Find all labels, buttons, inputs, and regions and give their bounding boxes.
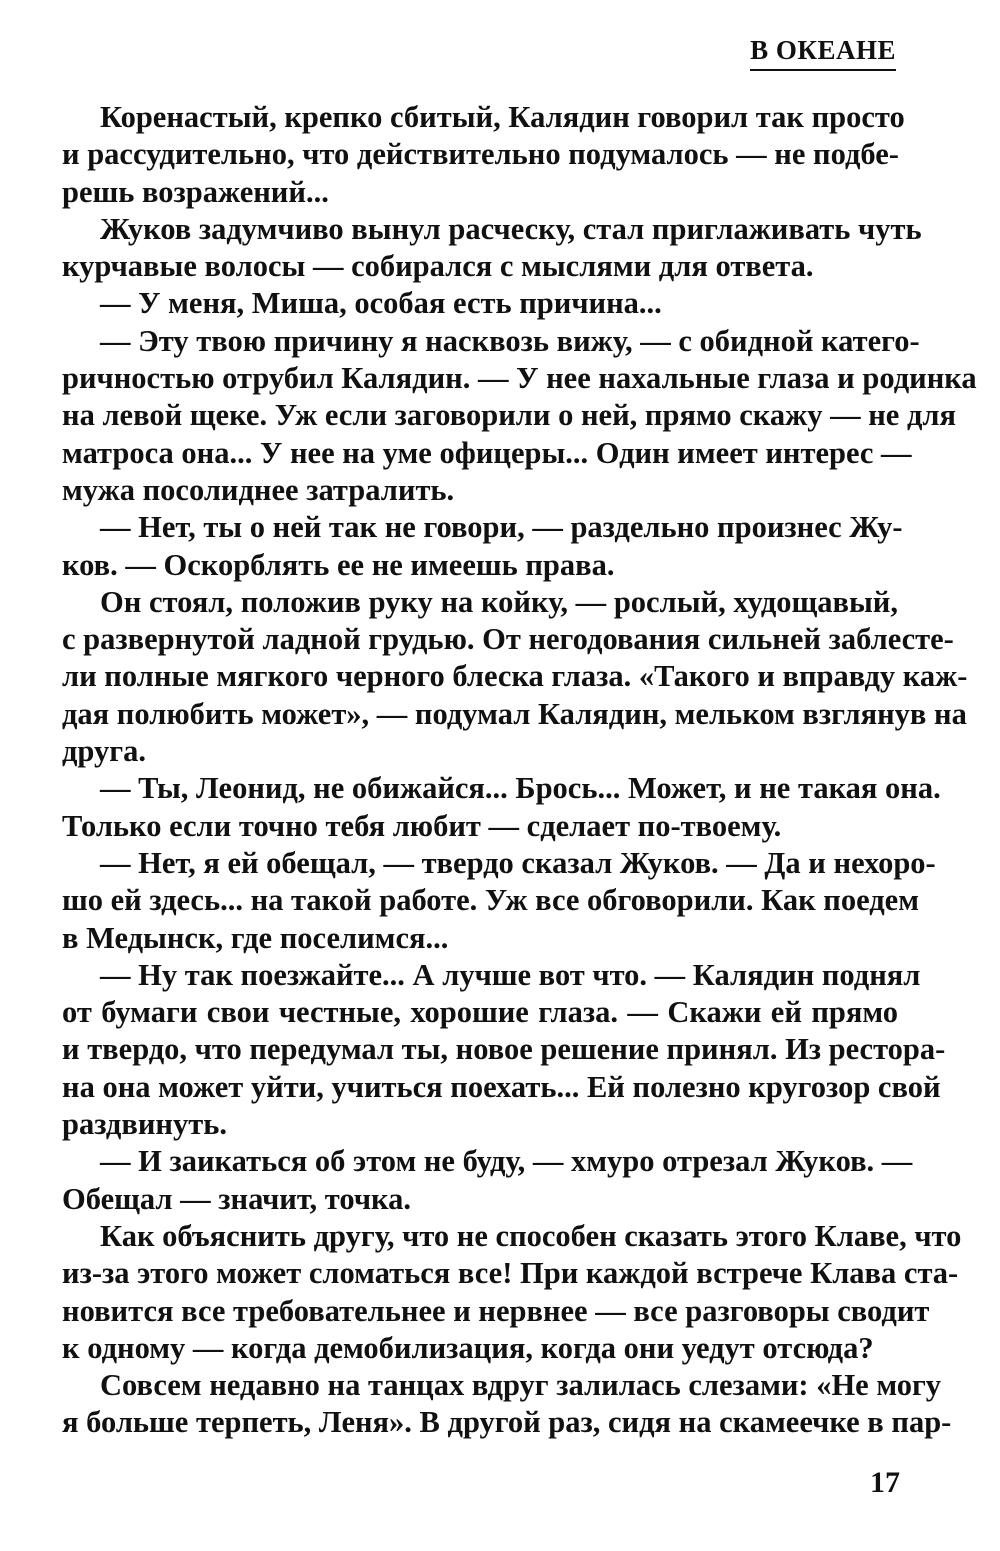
text-line: — Эту твою причину я насквозь вижу, — с обидной катего-: [100, 323, 920, 358]
text-line: ли полные мягкого черного блеска глаза. «Такого и вправду каж-: [62, 659, 968, 694]
text-line: в Медынск, где поселимся...: [62, 920, 449, 955]
text-line: Как объяснить другу, что не способен сказать этого Клаве, что: [100, 1218, 962, 1253]
paragraph: [62, 99, 905, 211]
text-line: мужа посолиднее затралить.: [62, 472, 455, 507]
text-line: дая полюбить может», — подумал Калядин, мельком взглянув на: [62, 696, 967, 731]
text-line: курчавые волосы — собирался с мыслями для ответа.: [62, 249, 814, 284]
paragraph: [62, 1143, 913, 1218]
text-line: новится все требовательнее и нервнее — все разговоры сводит: [62, 1293, 930, 1328]
text-line: ричностью отрубил Калядин. — У нее нахальные глаза и родинка: [62, 361, 977, 396]
paragraph: [62, 845, 936, 957]
text-line: на левой щеке. Уж если заговорили о ней, прямо скажу — не для: [62, 398, 956, 433]
text-line: Только если точно тебя любит — сделает по-твоему.: [62, 808, 782, 843]
text-line: Обещал — значит, точка.: [62, 1181, 412, 1216]
text-line: матроса она... У нее на уме офицеры... Один имеет интерес —: [62, 435, 912, 470]
text-line: с развернутой ладной грудью. От негодования сильней заблесте-: [62, 622, 954, 657]
paragraph: [62, 1218, 962, 1367]
text-line: к одному — когда демобилизация, когда они уедут отсюда?: [62, 1330, 874, 1365]
text-line: друга.: [62, 734, 146, 769]
text-line: и рассудительно, что действительно подумалось — не подбе-: [62, 137, 899, 172]
text-line: — Ну так поезжайте... А лучше вот что. — Калядин поднял: [100, 957, 921, 992]
text-line: — И заикаться об этом не буду, — хмуро отрезал Жуков. —: [100, 1144, 913, 1179]
body-text: [62, 99, 977, 1442]
text-line: от бумаги свои честные, хорошие глаза. — Скажи ей прямо: [62, 995, 898, 1030]
paragraph: [62, 584, 968, 770]
text-line: — Ты, Леонид, не обижайся... Брось... Может, и не такая она.: [100, 771, 941, 806]
text-line: Коренастый, крепко сбитый, Калядин говорил так просто: [100, 100, 905, 134]
page-number: 17: [870, 1466, 900, 1499]
text-line: Совсем недавно на танцах вдруг залилась слезами: «Не могу: [100, 1368, 942, 1403]
text-line: — Нет, я ей обещал, — твердо сказал Жуков. — Да и нехоро-: [100, 845, 936, 880]
text-line: решь возражений...: [62, 174, 329, 209]
paragraph: [62, 211, 922, 286]
text-line: и твердо, что передумал ты, новое решение принял. Из рестора-: [62, 1032, 946, 1067]
paragraph: [62, 323, 977, 509]
text-line: из-за этого может сломаться все! При каждой встрече Клава ста-: [62, 1256, 959, 1291]
text-line: шо ей здесь... на такой работе. Уж все обговорили. Как поедем: [62, 883, 919, 918]
paragraph: [62, 957, 946, 1143]
paragraph: [62, 285, 898, 322]
paragraph: [62, 509, 903, 584]
text-line: ков. — Оскорблять ее не имеешь права.: [62, 547, 615, 582]
text-line: — У меня, Миша, особая есть причина...: [100, 286, 662, 321]
paragraph: [62, 770, 941, 845]
running-title: В ОКЕАНЕ: [750, 36, 896, 71]
text-line: раздвинуть.: [62, 1107, 227, 1142]
text-line: Жуков задумчиво вынул расческу, стал приглаживать чуть: [100, 211, 922, 246]
paragraph: [62, 1367, 952, 1442]
text-line: Он стоял, положив руку на койку, — рослый, худощавый,: [100, 584, 898, 619]
text-line: я больше терпеть, Леня». В другой раз, сидя на скамеечке в пар-: [62, 1405, 952, 1440]
text-line: на она может уйти, учиться поехать... Ей полезно кругозор свой: [62, 1069, 941, 1104]
text-line: — Нет, ты о ней так не говори, — раздельно произнес Жу-: [100, 510, 903, 545]
